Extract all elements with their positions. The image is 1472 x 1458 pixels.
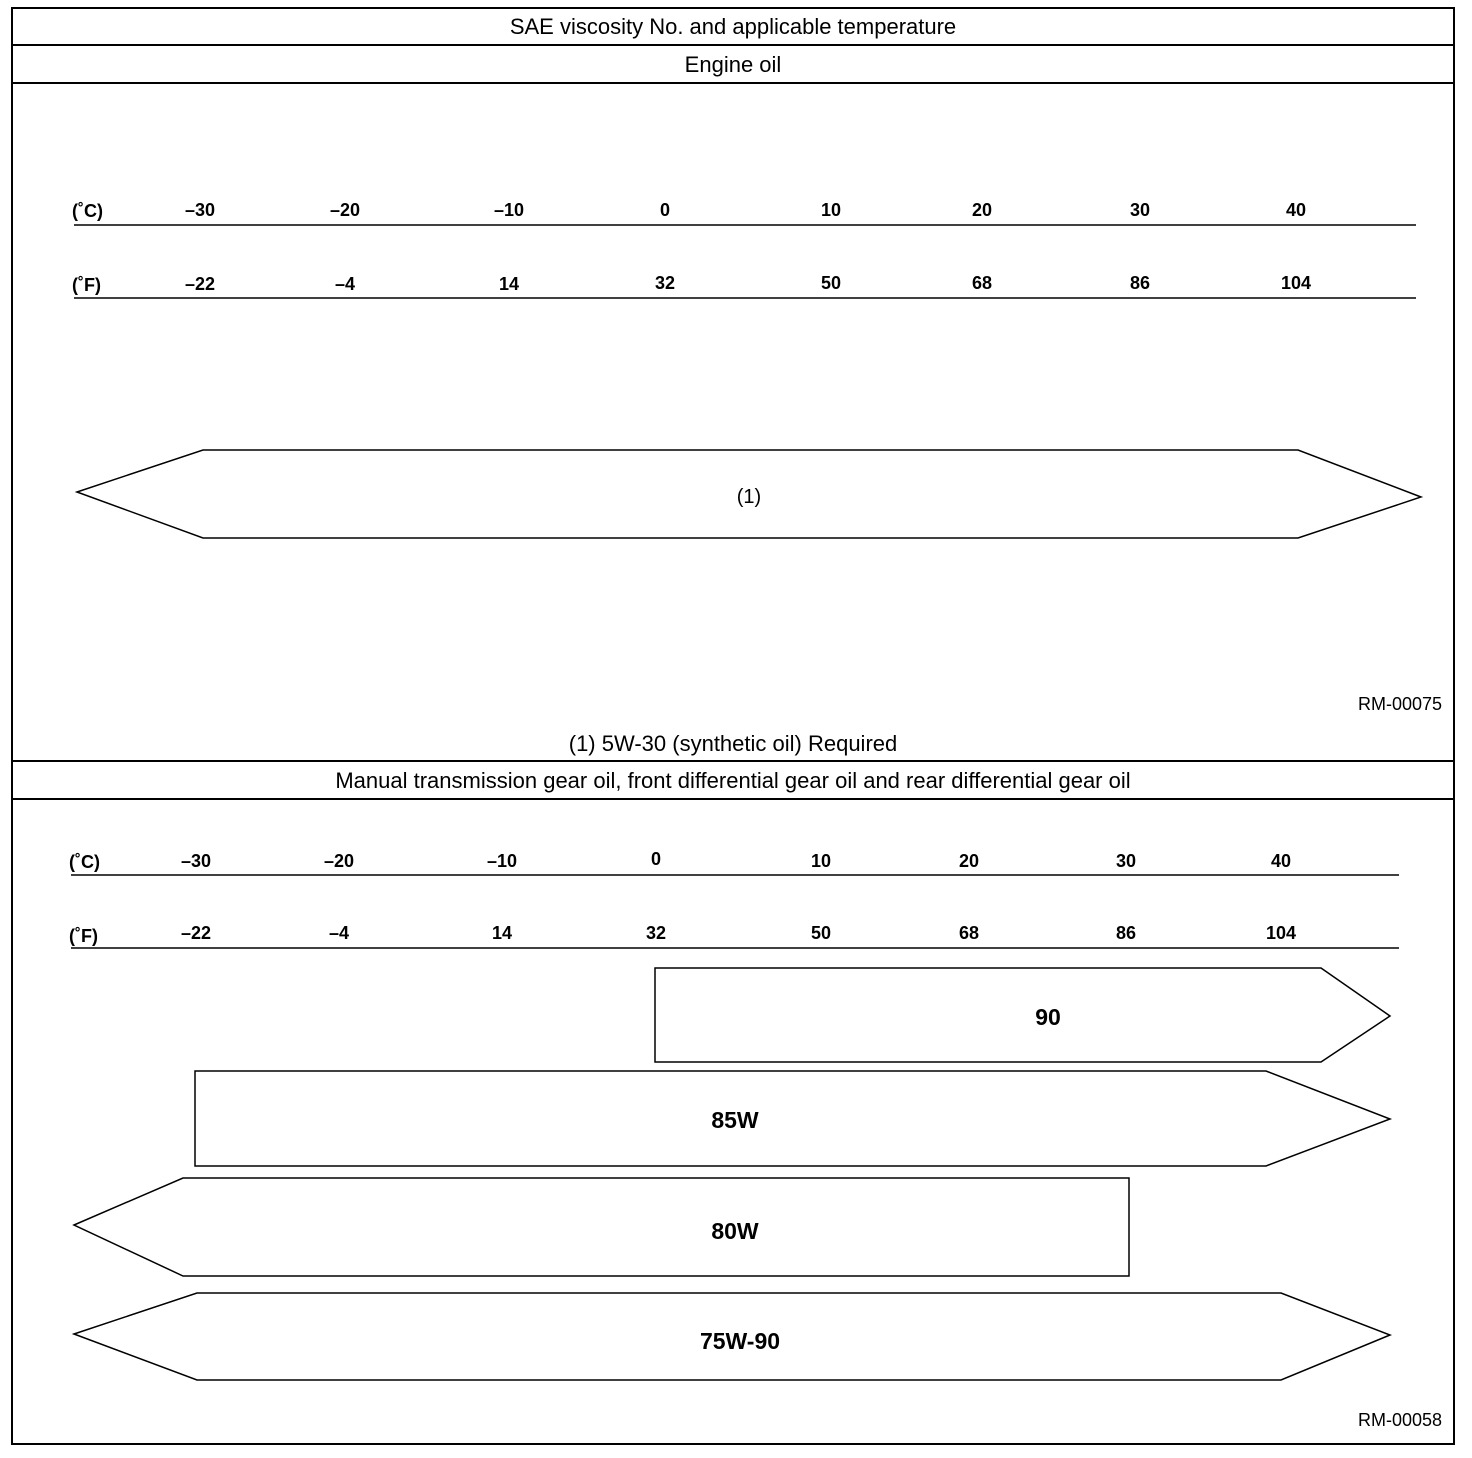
engine-f-tick: 86 [1129,273,1151,293]
gear-band-90 [655,968,1390,1062]
engine-band-label: (1) [736,486,762,508]
gear-band-75w90 [74,1293,1390,1380]
gear-c-tick: –30 [180,851,212,871]
gear-f-tick: 68 [958,923,980,943]
engine-figure-ref: RM-00075 [1357,694,1442,714]
engine-fahrenheit-scale [72,273,1416,298]
engine-c-tick: 30 [1129,200,1151,220]
gear-f-tick: 50 [810,923,832,943]
engine-oil-header: Engine oil [684,52,782,77]
gear-c-tick: 0 [650,849,662,869]
gear-band-75w90-label: 75W-90 [699,1328,781,1354]
engine-note: (1) 5W-30 (synthetic oil) Required [568,731,898,756]
gear-band-80w [74,1178,1129,1276]
engine-c-tick: 20 [971,200,993,220]
gear-figure-ref: RM-00058 [1357,1410,1442,1430]
engine-f-tick: 50 [820,273,842,293]
gear-band-80w-label: 80W [711,1218,759,1244]
gear-band-85w [195,1071,1390,1166]
engine-f-tick: 68 [971,273,993,293]
gear-band-85w-label: 85W [711,1107,759,1133]
engine-band-5w30 [77,450,1421,538]
gear-c-tick: 40 [1270,851,1292,871]
gear-c-tick: –10 [486,851,518,871]
gear-band-90-label: 90 [1035,1004,1061,1030]
gear-c-tick: –20 [323,851,355,871]
engine-c-tick: –20 [329,200,361,220]
gear-f-tick: 14 [491,923,513,943]
engine-c-tick: –10 [493,200,525,220]
engine-c-tick: –30 [184,200,216,220]
engine-f-tick: 14 [498,274,520,294]
engine-f-tick: –4 [334,274,356,294]
gear-f-tick: 104 [1265,923,1297,943]
gear-f-tick: –4 [328,923,350,943]
engine-f-tick: –22 [184,274,216,294]
gear-band-80w-shape [74,1178,1129,1276]
gear-f-tick: 32 [645,923,667,943]
gear-fahrenheit-unit: (˚F) [69,926,98,946]
chart-title: SAE viscosity No. and applicable temperature [509,14,957,39]
gear-oil-header: Manual transmission gear oil, front differential gear oil and rear differential gear oil [335,768,1131,793]
gear-f-tick: –22 [180,923,212,943]
gear-c-tick: 10 [810,851,832,871]
gear-f-tick: 86 [1115,923,1137,943]
gear-c-tick: 30 [1115,851,1137,871]
gear-c-tick: 20 [958,851,980,871]
engine-celsius-unit: (˚C) [72,201,103,221]
engine-f-tick: 104 [1280,273,1312,293]
gear-band-90-shape [655,968,1390,1062]
engine-f-tick: 32 [654,273,676,293]
engine-celsius-scale [72,200,1416,225]
gear-celsius-scale [69,849,1399,875]
gear-celsius-unit: (˚C) [69,852,100,872]
engine-c-tick: 40 [1285,200,1307,220]
engine-fahrenheit-unit: (˚F) [72,275,101,295]
engine-c-tick: 0 [659,200,671,220]
engine-c-tick: 10 [820,200,842,220]
gear-fahrenheit-scale [69,923,1399,948]
gear-band-85w-shape [195,1071,1390,1166]
